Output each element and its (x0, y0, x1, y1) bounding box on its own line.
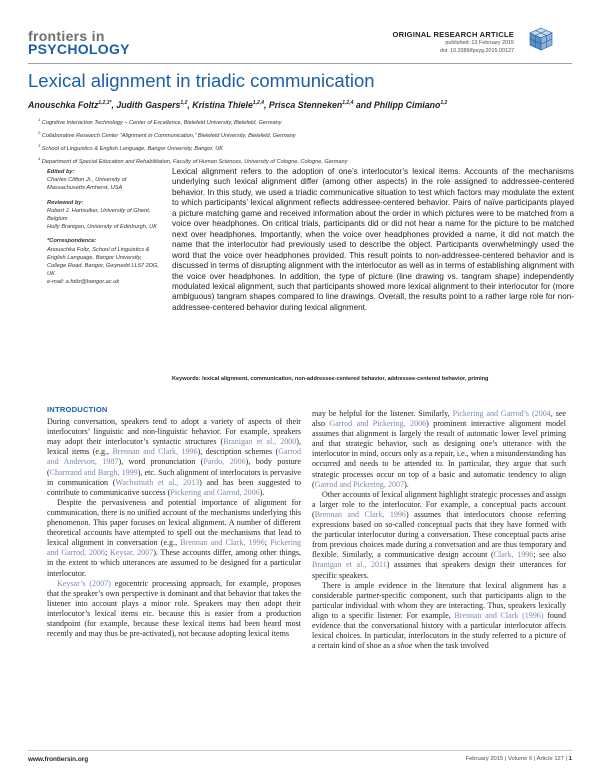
journal-logo-line1: frontiers in (28, 28, 105, 44)
correspondence-label: *Correspondence: (47, 238, 97, 245)
citation-link[interactable]: Wachsmuth et al., 2013 (115, 477, 200, 487)
editorial-sidebar (47, 168, 161, 287)
citation-link[interactable]: Pickering and Garrod’s (2004 (452, 409, 551, 418)
affiliations (38, 115, 578, 167)
footer-rule (28, 750, 572, 751)
paragraph: During conversation, speakers tend to adopt a variety of aspects of their interlocutors’ linguistic and non-linguistic behavior. For example, speakers may adopt their interlocutor’s syntactic structures (Branigan et al., 2000), lexical items (e.g., Brennan and Clark, 1996), description schemes (Garrod and Anderson, 1987), word pronunciation (Pardo, 2006), body posture (Chartrand and Bargh, 1999), etc. Such alignment of interlocutors is pervasive in communication (Wachsmuth et al., 2013) and has been suggested to contribute to communicative success (Pickering and Garrod, 2006). (47, 417, 301, 497)
citation-link[interactable]: Clark, 1996 (493, 550, 534, 560)
author[interactable]: Anouschka Foltz (28, 100, 99, 110)
emphasis: shoe (397, 641, 413, 651)
paragraph: Other accounts of lexical alignment highlight strategic processes and assign a larger role to the interlocutor. For example, a conceptual pacts account (Brennan and Clark, 1996) assumes that interlocutors choose referring expressions based on so-called conceptual pacts that they have formed with the particular interlocutor during a conversation. These conceptual pacts arise from previous choices made during a conversation and are thus temporary and flexible. Similarly, a communicative design account (Clark, 1996; see also Branigan et al., 2011) assumes that speakers design their utterances for specific speakers. (312, 489, 567, 580)
citation-link[interactable]: Garrod and Pickering, 2006 (329, 419, 427, 429)
keywords (172, 376, 574, 384)
affiliation: $^2$ Collaborative Research Center “Alignment in Communication,” Bielefeld University, Bielefeld, Germany (38, 130, 296, 139)
keywords-label: Keywords: (172, 376, 201, 382)
abstract: Lexical alignment refers to the adoption of one’s interlocutor’s lexical items. Accounts of the mechanisms underlying such lexical alignment differ (among other aspects) in the role assigned to addressee-centered behavior. In this study, we used a triadic communicative situation to test which factors may modulate the extent to which participants’ lexical alignment reflects addressee-centered behavior. Pairs of naïve participants played a picture matching game and received information about the order in which pictures were to be matched from a voice over headphones. On critical trials, participants did or did not hear a name for the picture to be matched next over headphones. Importantly, when the voice over headphones provided a name, it did not match the name that the interlocutor had previously used to describe the object. Participants overwhelmingly used the word that the voice over headphones provided. This result points to non-addressee-centered behavior and is discussed in terms of disrupting alignment with the interlocutor as well as in terms of establishing alignment with the voice over headphones. In addition, the type of picture (line drawing vs. tangram shape) independently modulated lexical alignment, such that participants showed more lexical alignment to their interlocutor for (more ambiguous) tangram shapes compared to line drawings. Overall, the results point to a rather large role for non-addressee-centered behavior during lexical alignment. (172, 167, 574, 312)
citation-link[interactable]: Garrod and Pickering, 2007 (314, 479, 405, 489)
body-column-right (312, 409, 566, 651)
citation-link[interactable]: Pickering and Garrod, 2006 (170, 487, 260, 497)
citation-link[interactable]: Chartrand and Bargh, 1999 (49, 467, 138, 477)
paper-title: Lexical alignment in triadic communication (28, 70, 375, 91)
journal-logo-line2: PSYCHOLOGY (28, 41, 130, 57)
keywords-text: lexical alignment, communication, non-addressee-centered behavior, addressee-centered behavior, priming (202, 376, 489, 382)
citation-link[interactable]: Brennan and Clark, 1996 (112, 447, 198, 457)
author-list: Anouschka Foltz$^{1,2,3*}$, Judith Gaspers$^{1,2}$, Kristina Thiele$^{1,2,4}$, Prisca Stenneken$^{1,2,4}$ and Philipp Cimiano$^{1,2}$ (28, 100, 448, 110)
page-number: 1 (568, 756, 572, 762)
author[interactable]: Philipp Cimiano (373, 100, 441, 110)
paragraph: Despite the pervasiveness and potential importance of alignment for communication, there is no unified account of the mechanisms underlying this phenomenon. This paper focuses on lexical alignment. A number of different theoretical accounts have attempted to spell out the mechanisms that lead to lexical alignment in conversation (e.g., Brennan and Clark, 1996; Pickering and Garrod, 2006; Keysar, 2007). These accounts differ, among other things, in the extent to which utterances are assumed to be designed for a particular interlocutor. (47, 497, 302, 578)
doi: doi: 10.3389/fpsyg.2015.00127 (439, 48, 514, 54)
affiliation: $^3$ School of Linguistics & English Language, Bangor University, Bangor, UK (38, 143, 223, 152)
paragraph: There is ample evidence in the literature that lexical alignment has a considerable partner-specific component, such that participants align to the particular individual with whom they are interacting. Thus, speakers lexically align to a specific listener. For example, Brennan and Clark (1996) found evidence that the conversational history with a particular interlocutor affects lexical choices. In particular, interlocutors in the study referred to a picture of a certain kind of shoe as a shoe when the task involved (312, 580, 566, 651)
author[interactable]: Prisca Stenneken (268, 100, 343, 110)
reviewed-by-label: Reviewed by: (47, 199, 84, 206)
author[interactable]: Judith Gaspers (116, 100, 181, 110)
citation-link[interactable]: Pickering and Garrod, 2006 (47, 538, 302, 558)
article-header (393, 30, 514, 55)
affiliation: $^1$ Cognitive Interaction Technology – Center of Excellence, Bielefeld University, Bielefeld, Germany (38, 117, 282, 126)
published-date: published: 13 February 2015 (445, 40, 514, 46)
citation-link[interactable]: Brennan and Clark (1996) (454, 610, 544, 620)
editor: Charles Clifton Jr., University of Massachusetts Amherst, USA (47, 177, 127, 192)
citation-link[interactable]: Keysar’s (2007) (57, 578, 111, 588)
citation-link[interactable]: Keysar, 2007 (109, 548, 154, 558)
paragraph: may be helpful for the listener. Similarly, Pickering and Garrod’s (2004, see also Garrod and Pickering, 2006) prominent interactive alignment model assumes that alignment is largely the result of automatic lower level priming and that strategic behavior, such as designing one’s utterance with the interlocutor in mind, occurs only as a repair, i.e., when a misunderstanding has occurred and needs to be attended to. In particular, they argue that such strategic processes occur on top of a basic and automatic tendency to align (Garrod and Pickering, 2007). (312, 409, 566, 489)
citation-link[interactable]: Garrod and Anderson, 1987 (47, 447, 301, 467)
citation-link[interactable]: Branigan et al., 2000 (223, 437, 297, 447)
cube-logo-icon (522, 26, 560, 54)
article-type: ORIGINAL RESEARCH ARTICLE (392, 30, 514, 39)
correspondence-email[interactable]: e-mail: a.foltz@bangor.ac.uk (47, 279, 120, 286)
reviewer: Holly Branigan, University of Edinburgh, UK (47, 224, 158, 231)
citation-link[interactable]: Pardo, 2006 (203, 457, 246, 467)
reviewer: Robert J. Hartsuiker, University of Ghent, Belgium (47, 207, 151, 223)
citation-link[interactable]: Brennan and Clark, 1996 (180, 538, 265, 548)
edited-by-label: Edited by: (47, 169, 75, 175)
header-rule (28, 63, 572, 64)
paragraph: Keysar’s (2007) egocentric processing approach, for example, proposes that the speaker’s own perspective is dominant and that behavior that takes the listener into account plays a minor role. Speakers may then adopt their interlocutor’s lexical items etc. because this is easier from a production standpoint (for example, because these lexical items had been heard most recently and may thus be pre-activated), not because adopting lexical items (47, 578, 301, 639)
body-column-left (47, 405, 301, 639)
author[interactable]: Kristina Thiele (192, 100, 253, 110)
section-heading: INTRODUCTION (47, 405, 108, 414)
correspondence-address: Anouschka Foltz, School of Linguistics & English Language, Bangor University, College Road, Bangor, Gwynedd LL57 2DG, UK (47, 246, 159, 278)
citation-link[interactable]: Brennan and Clark, 1996 (314, 509, 406, 519)
affiliation: $^4$ Department of Special Education and Rehabilitation, Faculty of Human Sciences, University of Cologne, Cologne, Germany (38, 156, 348, 166)
footer-citation: February 2015 | Volume 6 | Article 127 | 1 (465, 756, 572, 762)
citation-link[interactable]: Branigan et al., 2011 (312, 560, 387, 570)
footer-website-link[interactable]: www.frontiersin.org (28, 756, 89, 763)
